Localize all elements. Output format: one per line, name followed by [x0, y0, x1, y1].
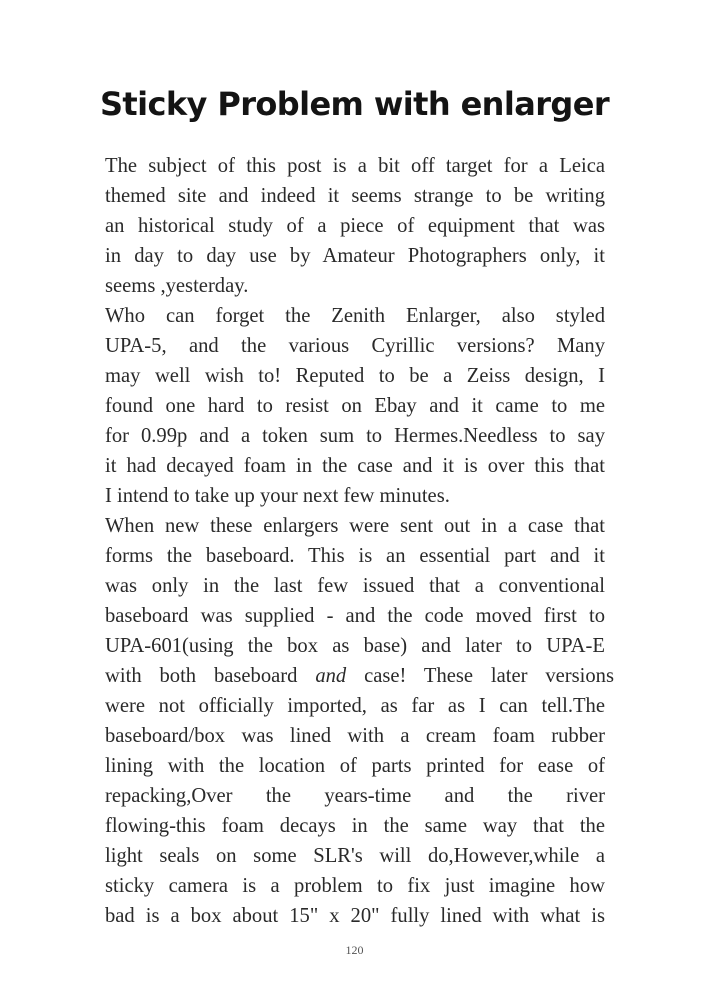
text-line: seems ,yesterday. [105, 275, 249, 297]
text-line: UPA-601(using the box as base) and later to UPA-E [105, 635, 605, 657]
text-line: it had decayed foam in the case and it is over this that [105, 455, 605, 477]
page-number: 120 [345, 943, 364, 957]
text-line: themed site and indeed it seems strange to be writing [105, 185, 605, 207]
text-line: may well wish to! Reputed to be a Zeiss design, I [105, 365, 605, 387]
text-line: an historical study of a piece of equipment that was [105, 215, 605, 237]
text-line: found one hard to resist on Ebay and it came to me [105, 395, 605, 417]
text-line: was only in the last few issued that a conventional [105, 575, 605, 597]
text-line: flowing-this foam decays in the same way that the [105, 815, 605, 837]
text-line: sticky camera is a problem to fix just imagine how [105, 875, 605, 897]
article-body [105, 151, 614, 931]
text-line: bad is a box about 15" x 20" fully lined with what is [105, 905, 605, 927]
text-line: The subject of this post is a bit off target for a Leica [105, 155, 605, 177]
text-line: in day to day use by Amateur Photographers only, it [105, 245, 605, 267]
text-line: repacking,Over the years-time and the river [105, 785, 605, 807]
text-line-with-emphasis [105, 661, 614, 691]
text-line: When new these enlargers were sent out in a case that [105, 515, 605, 537]
text-line: lining with the location of parts printed for ease of [105, 755, 605, 777]
text-line: for 0.99p and a token sum to Hermes.Needless to say [105, 425, 605, 447]
text-line: I intend to take up your next few minutes. [105, 485, 450, 507]
text-line: baseboard was supplied - and the code moved first to [105, 605, 605, 627]
text-run: with both baseboard [105, 665, 298, 687]
page-title: Sticky Problem with enlarger [99, 85, 609, 123]
text-line: light seals on some SLR's will do,However,while a [105, 845, 605, 867]
text-line: baseboard/box was lined with a cream foam rubber [105, 725, 605, 747]
text-run: case! These later versions [364, 665, 614, 687]
emphasis-text: and [315, 665, 347, 687]
text-line: forms the baseboard. This is an essential part and it [105, 545, 605, 567]
text-line: were not officially imported, as far as I can tell.The [105, 695, 605, 717]
text-line: UPA-5, and the various Cyrillic versions? Many [105, 335, 605, 357]
text-line: Who can forget the Zenith Enlarger, also styled [105, 305, 605, 327]
